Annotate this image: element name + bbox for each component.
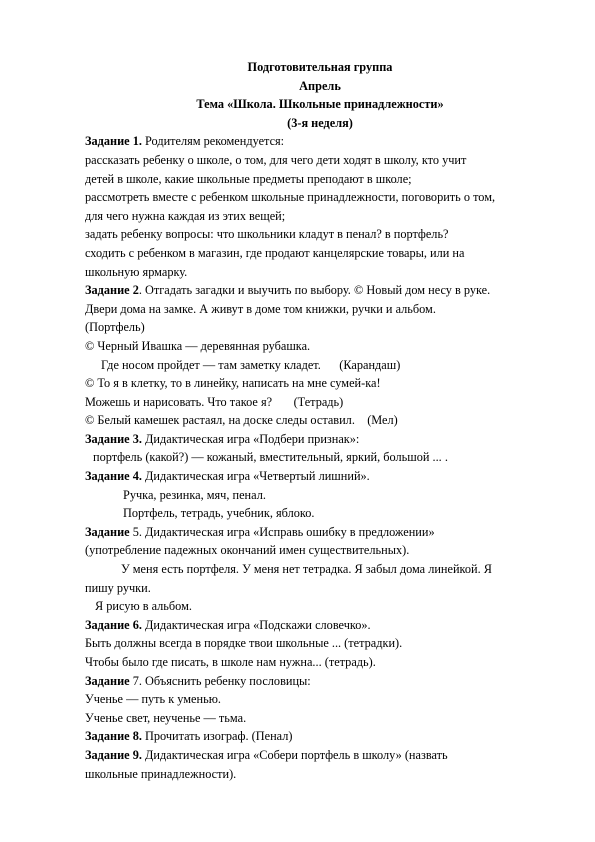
task-1-label: Задание 1. bbox=[85, 134, 142, 149]
task-4-label: Задание 4. bbox=[85, 469, 142, 484]
proverb: Ученье — путь к уменью. bbox=[85, 692, 221, 707]
task-1-line: задать ребенку вопросы: что школьники кладут в пенал? в портфель? bbox=[85, 227, 449, 242]
task-5-intro: 5. Дидактическая игра «Исправь ошибку в предложении» bbox=[129, 524, 435, 539]
header-group: Подготовительная группа bbox=[247, 60, 393, 74]
task-7-heading bbox=[85, 672, 555, 691]
task-4-intro: Дидактическая игра «Четвертый лишний». bbox=[141, 469, 370, 484]
task-7-label: Задание bbox=[85, 673, 130, 688]
task-1-intro: Родителям рекомендуется: bbox=[141, 134, 285, 149]
task-8-heading bbox=[85, 727, 555, 746]
task-1-line: рассказать ребенку о школе, о том, для чего дети ходят в школу, кто учит bbox=[85, 152, 467, 167]
task-6-label: Задание 6. bbox=[85, 617, 142, 632]
riddle-line: Двери дома на замке. А живут в доме том книжки, ручки и альбом. bbox=[85, 301, 436, 316]
task-6-line: Быть должны всегда в порядке твои школьные ... (тетрадки). bbox=[85, 636, 403, 651]
task-4-heading bbox=[85, 467, 555, 486]
task-2-label: Задание 2 bbox=[85, 283, 139, 298]
riddle-answer: (Портфель) bbox=[85, 320, 145, 335]
task-3-intro: Дидактическая игра «Подбери признак»: bbox=[141, 431, 360, 446]
header-month: Апрель bbox=[299, 78, 341, 93]
task-8-label: Задание 8. bbox=[85, 729, 142, 744]
task-1-line: школьную ярмарку. bbox=[85, 264, 188, 279]
task-7-intro: 7. Объяснить ребенку пословицы: bbox=[129, 673, 311, 688]
task-6-heading bbox=[85, 616, 555, 635]
header-week: (3-я неделя) bbox=[287, 115, 353, 130]
task-8-intro: Прочитать изограф. (Пенал) bbox=[141, 729, 293, 744]
task-1-line: детей в школе, какие школьные предметы преподают в школе; bbox=[85, 171, 412, 186]
task-9-label: Задание 9. bbox=[85, 747, 142, 762]
task-5-label: Задание bbox=[85, 524, 130, 539]
riddle-line: © То я в клетку, то в линейку, написать на мне сумей-ка! bbox=[85, 376, 381, 391]
task-1-line: сходить с ребенком в магазин, где продают канцелярские товары, или на bbox=[85, 245, 465, 260]
task-1-line: рассмотреть вместе с ребенком школьные принадлежности, поговорить о том, bbox=[85, 190, 496, 205]
header-topic: Тема «Школа. Школьные принадлежности» bbox=[196, 97, 444, 112]
task-5-heading bbox=[85, 523, 555, 542]
task-1-heading bbox=[85, 132, 555, 151]
task-9-line: школьные принадлежности). bbox=[85, 766, 237, 781]
task-6-line: Чтобы было где писать, в школе нам нужна... (тетрадь). bbox=[85, 655, 376, 669]
task-3-line: портфель (какой?) — кожаный, вместительный, яркий, большой ... . bbox=[93, 450, 448, 465]
riddle-line: © Черный Ивашка — деревянная рубашка. bbox=[85, 338, 311, 353]
task-4-line: Портфель, тетрадь, учебник, яблоко. bbox=[123, 506, 315, 521]
riddle-line: Можешь и нарисовать. Что такое я? (Тетрадь) bbox=[85, 394, 344, 409]
riddle-line: Где носом пройдет — там заметку кладет. (Карандаш) bbox=[101, 357, 401, 372]
task-5-line: (употребление падежных окончаний имен существительных). bbox=[85, 543, 410, 558]
task-6-intro: Дидактическая игра «Подскажи словечко». bbox=[141, 617, 371, 632]
task-5-line: У меня есть портфеля. У меня нет тетрадка. Я забыл дома линейкой. Я bbox=[121, 562, 492, 577]
task-9-intro: Дидактическая игра «Собери портфель в школу» (назвать bbox=[141, 747, 448, 762]
task-5-line: Я рисую в альбом. bbox=[95, 599, 192, 614]
task-3-label: Задание 3. bbox=[85, 431, 142, 446]
task-4-line: Ручка, резинка, мяч, пенал. bbox=[123, 487, 266, 502]
riddle-line: © Белый камешек растаял, на доске следы оставил. (Мел) bbox=[85, 413, 398, 428]
task-2-heading bbox=[85, 281, 555, 300]
task-9-heading bbox=[85, 746, 555, 765]
task-2-intro: . Отгадать загадки и выучить по выбору. © Новый дом несу в руке. bbox=[138, 283, 491, 298]
task-5-line: пишу ручки. bbox=[85, 580, 151, 595]
task-3-heading bbox=[85, 430, 555, 449]
task-1-line: для чего нужна каждая из этих вещей; bbox=[85, 208, 286, 223]
document-content bbox=[85, 58, 555, 783]
proverb: Ученье свет, неученье — тьма. bbox=[85, 710, 247, 725]
